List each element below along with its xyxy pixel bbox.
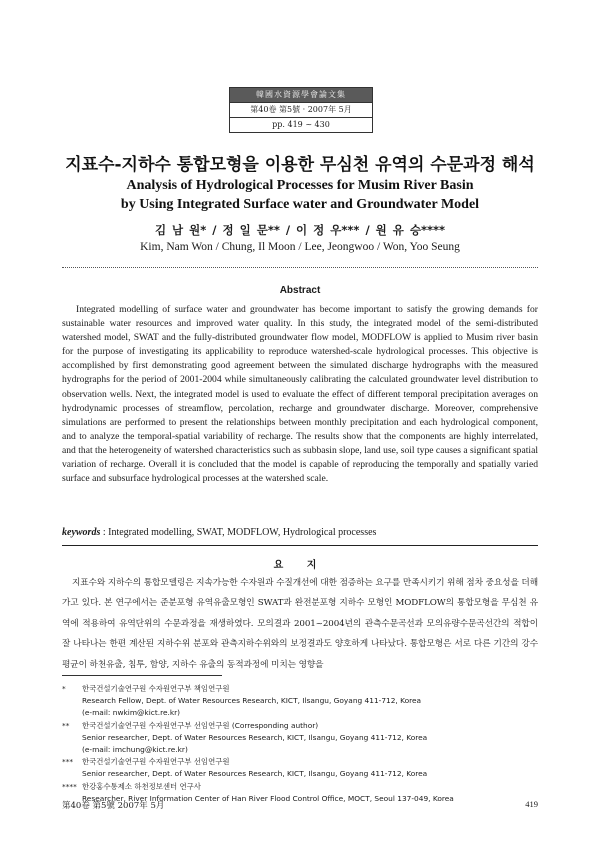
divider-top bbox=[62, 267, 538, 268]
english-title bbox=[0, 176, 600, 214]
footnote-3-line-2 bbox=[62, 768, 538, 780]
footnote-2-line-1 bbox=[62, 720, 538, 732]
footnote-1-en: Research Fellow, Dept. of Water Resources Research, KICT, Ilsangu, Goyang 411-712, Korea bbox=[82, 696, 422, 706]
page-number: 419 bbox=[525, 799, 538, 809]
footnote-4-ko: 한강홍수통제소 하천정보센터 연구사 bbox=[82, 781, 201, 791]
abstract-heading: Abstract bbox=[279, 285, 321, 296]
footnote-3-en: Senior researcher, Dept. of Water Resources Research, KICT, Ilsangu, Goyang 411-712, Korea bbox=[82, 769, 428, 779]
footnote-1-line-3 bbox=[62, 707, 538, 719]
english-title-line-1: Analysis of Hydrological Processes for Musim River Basin bbox=[126, 178, 474, 193]
footnote-3-ko: 한국건설기술연구원 수자원연구부 선임연구원 bbox=[82, 757, 230, 767]
abstract-body: Integrated modelling of surface water and groundwater has become important to satisfy the growing demands for sustainable water resources and improved water quality. In this study, the integrated model of the semi-distributed watershed model, SWAT and the fully-distributed groundwater flow model, MODFLOW is applied to Musim river basin for the purpose of investigating its applicability to reproduce watershed-scale hydrological processes. This objective is accomplished by first demonstrating good agreement between the simulated discharge hydrographs with the measured hydrographs for the period of 2001-2004 while simultaneously calibrating the calculated groundwater level distribution to observation wells. Next, the integrated model is used to evaluate the effect of different temporal precipitation averages on hydrodynamic processes of streamflow, percolation, recharge and groundwater discharge. Moreover, comprehensive simulations are performed to present the relationships between monthly precipitation and each hydrological component, and to analyze the temporal-spatial variability of recharge. The results show that the components are highly interrelated, and that the heterogeneity of watershed characteristics such as subbasin slope, land use, soil type causes a significant spatial variation of recharge. Overall it is concluded that the model is capable of reproducing the temporally and spatially varied surface and subsurface hydrological processes at the watershed scale. bbox=[62, 304, 538, 485]
footnotes bbox=[62, 683, 538, 805]
footnote-2-mark: ** bbox=[62, 720, 70, 730]
footnote-3-mark: *** bbox=[62, 757, 74, 767]
footnote-1-mark: * bbox=[62, 684, 66, 693]
korean-abstract-body: 지표수와 지하수의 통합모델링은 지속가능한 수자원과 수질개선에 대한 점증하는 요구를 만족시키기 위해 점차 중요성을 더해가고 있다. 본 연구에서는 준분포형 유역유출모형인 SWAT과 완전분포형 지하수 모형인 MODFLOW의 통합모형을 무심천 유역에 적용하여 유역단위의 수문과정을 재생하였다. 모의결과 2001~2004년의 관측수문곡선과 모의유량수문곡선간의 적합이 잘 나타나는 한편 계산된 지하수위 분포와 관측지하수위와의 보정결과도 양호하게 나타났다. 통합모형은 서로 다른 기간의 강수평균이 하천유출, 침투, 함양, 지하수 유출의 동적과정에 미치는 영향을 bbox=[62, 578, 538, 670]
footer-journal-info: 第40卷 第5號 2007年 5月 bbox=[62, 801, 165, 811]
footnote-4-line-1 bbox=[62, 781, 538, 793]
keywords-label: keywords bbox=[62, 527, 101, 538]
footnote-1-email: (e-mail: nwkim@kict.re.kr) bbox=[82, 708, 181, 718]
keywords-separator: : bbox=[100, 527, 109, 538]
footnote-1-line-1 bbox=[62, 683, 538, 695]
footnote-4-en: Researcher, River Information Center of Han River Flood Control Office, MOCT, Seoul 137-049, Korea bbox=[82, 793, 454, 803]
journal-name: 韓國水資源學會論文集 bbox=[230, 88, 372, 102]
korean-title: 지표수-지하수 통합모형을 이용한 무심천 유역의 수문과정 해석 bbox=[65, 155, 535, 175]
footnote-2-ko: 한국건설기술연구원 수자원연구부 선임연구원 (Corresponding author) bbox=[82, 720, 319, 730]
journal-info-box bbox=[229, 87, 373, 133]
korean-abstract-heading: 요 지 bbox=[273, 560, 327, 571]
keywords-rule bbox=[62, 545, 538, 546]
footnote-1-line-2 bbox=[62, 695, 538, 707]
footnote-3-line-1 bbox=[62, 756, 538, 768]
authors-english: Kim, Nam Won / Chung, Il Moon / Lee, Jeongwoo / Won, Yoo Seung bbox=[140, 241, 460, 253]
keywords-text: Integrated modelling, SWAT, MODFLOW, Hydrological processes bbox=[108, 527, 377, 538]
footnote-2-email: (e-mail: imchung@kict.re.kr) bbox=[82, 745, 188, 755]
keywords-line bbox=[62, 527, 538, 538]
journal-pages: pp. 419 ~ 430 bbox=[230, 117, 372, 132]
footnote-rule bbox=[62, 675, 222, 676]
authors-korean: 김 남 원* / 정 일 문** / 이 정 우*** / 원 유 승**** bbox=[154, 223, 446, 237]
footnote-2-en: Senior researcher, Dept. of Water Resources Research, KICT, Ilsangu, Goyang 411-712, Korea bbox=[82, 732, 428, 742]
footnote-2-line-2 bbox=[62, 732, 538, 744]
footnote-1-ko: 한국건설기술연구원 수자원연구부 책임연구원 bbox=[82, 684, 230, 693]
footnote-2-line-3 bbox=[62, 744, 538, 756]
journal-volume-issue: 第40卷 第5號 · 2007年 5月 bbox=[230, 102, 372, 117]
english-title-line-2: by Using Integrated Surface water and Groundwater Model bbox=[120, 197, 480, 212]
footnote-4-mark: **** bbox=[62, 781, 77, 791]
